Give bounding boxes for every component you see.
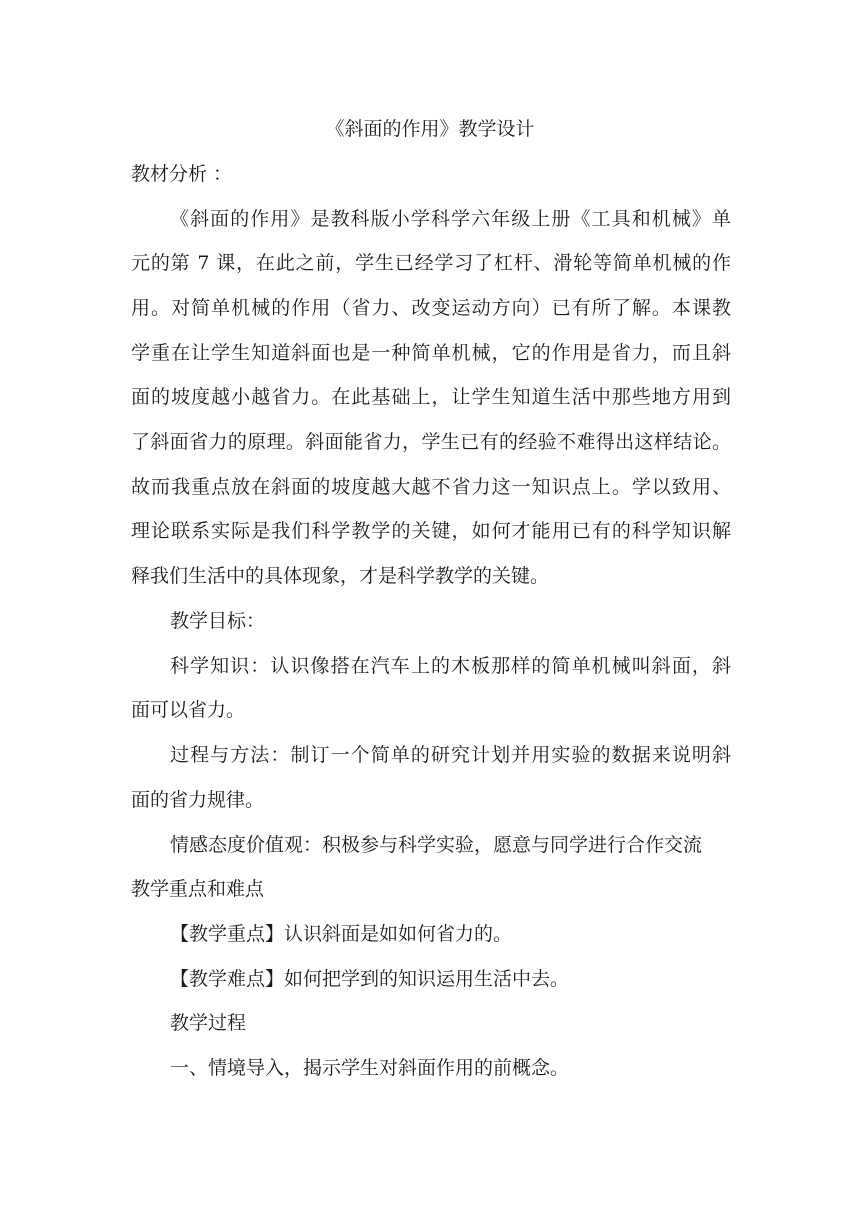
analysis-line: 《斜面的作用》是教科版小学科学六年级上册《工具和机械》单	[170, 208, 731, 230]
goal-knowledge-line: 科学知识：认识像搭在汽车上的木板那样的简单机械叫斜面，斜	[170, 655, 731, 677]
goal-process-line: 面的省力规律。	[131, 789, 265, 811]
goal-knowledge-line: 面可以省力。	[131, 699, 246, 721]
analysis-line: 释我们生活中的具体现象，才是科学教学的关键。	[131, 565, 550, 587]
process-step: 一、情境导入，揭示学生对斜面作用的前概念。	[170, 1057, 570, 1079]
key-difficult-heading: 教学重点和难点	[131, 878, 265, 900]
analysis-line: 元的第 7 课，在此之前，学生已经学习了杠杆、滑轮等简单机械的作	[131, 252, 731, 274]
difficult-point: 【教学难点】如何把学到的知识运用生活中去。	[170, 968, 570, 990]
document-title: 《斜面的作用》教学设计	[325, 118, 535, 140]
section-heading-analysis: 教材分析 ：	[131, 163, 233, 185]
goals-heading: 教学目标：	[170, 610, 266, 632]
process-heading: 教学过程	[170, 1012, 247, 1034]
analysis-line: 了斜面省力的原理。斜面能省力，学生已有的经验不难得出这样结论。	[131, 431, 731, 453]
analysis-line: 面的坡度越小越省力。在此基础上，让学生知道生活中那些地方用到	[131, 386, 731, 408]
analysis-line: 学重在让学生知道斜面也是一种简单机械，它的作用是省力，而且斜	[131, 342, 731, 364]
analysis-line: 用。对简单机械的作用（省力、改变运动方向）已有所了解。本课教	[131, 297, 731, 319]
goal-emotion-line: 情感态度价值观：积极参与科学实验，愿意与同学进行合作交流	[170, 834, 703, 856]
analysis-line: 理论联系实际是我们科学教学的关键，如何才能用已有的科学知识解	[131, 520, 731, 542]
key-point: 【教学重点】认识斜面是如如何省力的。	[170, 923, 513, 945]
goal-process-line: 过程与方法：制订一个简单的研究计划并用实验的数据来说明斜	[170, 744, 731, 766]
analysis-line: 故而我重点放在斜面的坡度越大越不省力这一知识点上。学以致用、	[131, 476, 731, 498]
